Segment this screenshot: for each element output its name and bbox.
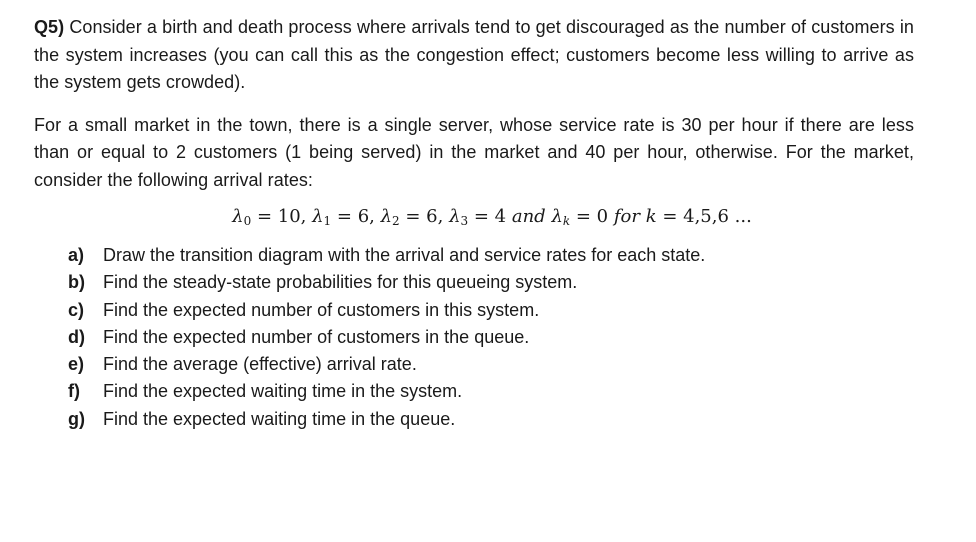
question-parts-list	[34, 242, 914, 433]
question-setup-paragraph: For a small market in the town, there is a single server, whose service rate is 30 per hour if there are less than or equal to 2 customers (1 being served) in the market and 40 per hour, otherwise. For the market, consider the following arrival rates:	[34, 114, 914, 190]
list-item	[68, 406, 914, 433]
part-text: Draw the transition diagram with the arrival and service rates for each state.	[103, 245, 706, 265]
question-intro-paragraph	[34, 14, 914, 97]
part-text: Find the expected waiting time in the system.	[103, 381, 463, 402]
question-label: Q5)	[34, 17, 65, 37]
question-intro-text: Consider a birth and death process where arrivals tend to get discouraged as the number of customers in the system increases (you can call this as the congestion effect; customers become less willing to arrive as the system gets crowded).	[34, 17, 914, 92]
arrival-rates-formula: $\lambda_0 = 10$, $\lambda_1 = 6$, $\lambda_2 = 6$, $\lambda_3 = 4$ and $\lambda_k = 0$ for k = 4,5,6 ...	[232, 206, 752, 228]
document-page	[34, 14, 914, 433]
part-label: b)	[68, 272, 85, 293]
list-item	[68, 351, 914, 378]
part-label: c)	[68, 299, 85, 320]
part-label: g)	[68, 408, 85, 429]
list-item	[68, 297, 914, 324]
part-label: a)	[68, 245, 85, 265]
list-item	[68, 269, 914, 296]
list-item	[68, 324, 914, 351]
part-text: Find the average (effective) arrival rate.	[103, 354, 417, 375]
part-label: f)	[68, 381, 80, 402]
part-label: e)	[68, 354, 85, 375]
part-text: Find the expected waiting time in the queue.	[103, 408, 456, 429]
part-text: Find the steady-state probabilities for this queueing system.	[103, 272, 578, 293]
part-text: Find the expected number of customers in this system.	[103, 299, 540, 320]
list-item	[68, 378, 914, 405]
part-text: Find the expected number of customers in the queue.	[103, 326, 530, 347]
list-item	[68, 242, 914, 269]
part-label: d)	[68, 326, 85, 347]
